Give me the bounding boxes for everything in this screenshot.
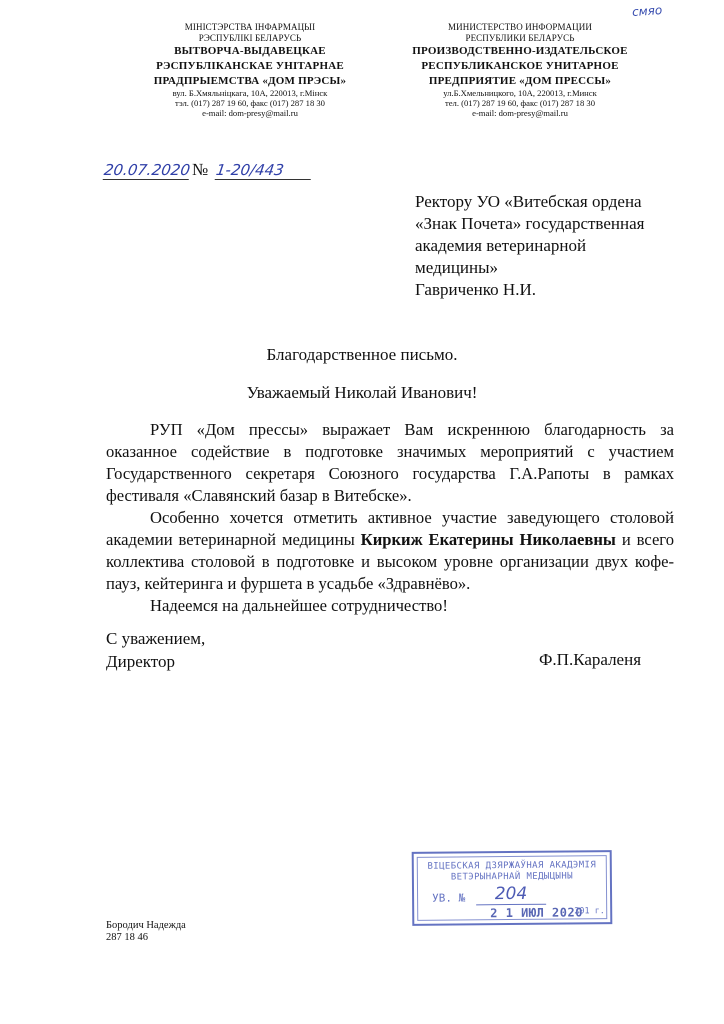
org-name-line: РЕСПУБЛИКАНСКОЕ УНИТАРНОЕ <box>421 60 619 73</box>
reference-number-label: № <box>192 160 209 179</box>
letter-greeting: Уважаемый Николай Иванович! <box>246 383 478 402</box>
body-paragraph: Надеемся на дальнейшее сотрудничество! <box>150 596 448 615</box>
executor-phone: 287 18 46 <box>106 932 148 943</box>
signer-position: Директор <box>106 652 175 671</box>
org-name-line: ВЫТВОРЧА-ВЫДАВЕЦКАЕ <box>174 45 326 58</box>
org-address: ул.Б.Хмельницкого, 10А, 220013, г.Минск <box>443 88 597 99</box>
signer-name: Ф.П.Караленя <box>539 650 642 669</box>
letterhead-belarusian <box>120 22 380 119</box>
ministry-name: МІНІСТЭРСТВА ІНФАРМАЦЫІ <box>184 22 316 32</box>
addressee-line: «Знак Почета» государственная <box>415 214 645 233</box>
ministry-name: МИНИСТЕРСТВО ИНФОРМАЦИИ <box>448 22 592 32</box>
stamp-date: 2 1 ИЮЛ 2020 <box>490 905 583 921</box>
letter-title: Благодарственное письмо. <box>266 345 458 364</box>
org-name-line: ПРОИЗВОДСТВЕННО-ИЗДАТЕЛЬСКОЕ <box>412 45 628 58</box>
org-email: e-mail: dom-presy@mail.ru <box>472 108 568 119</box>
closing-block <box>106 627 205 673</box>
addressee-line: медицины» <box>415 258 499 277</box>
body-paragraph: РУП «Дом прессы» выражает Вам искреннюю благодарность за оказанное содействие в подготовке значимых мероприятий с участием Государственного секретаря Союзного государства Г.А.Рапоты в рамках фестиваля «Славянский базар в Витебске». <box>106 420 674 505</box>
addressee-line: академия ветеринарной <box>415 236 587 255</box>
corner-handwritten-note: смяо <box>631 2 663 20</box>
closing-regards: С уважением, <box>106 629 206 648</box>
letter-body <box>106 419 674 617</box>
body-paragraph: Особенно хочется отметить активное участие заведующего столовой академии ветеринарной медицины Киркиж Екатерины Николаевны и всего коллектива столовой в подготовке и высоком уровне организации двух кофе-пауз, кейтеринга и фуршета в усадьбе «Здравнёво». <box>106 508 675 593</box>
ministry-country: РЭСПУБЛІКІ БЕЛАРУСЬ <box>198 32 302 43</box>
stamp-reg-number: 204 <box>476 884 546 906</box>
org-address: вул. Б.Хмяльніцкага, 10А, 220013, г.Мінск <box>172 88 328 99</box>
outgoing-reference <box>104 156 312 180</box>
stamp-reg-label: УВ. № <box>432 891 466 905</box>
org-phone: тэл. (017) 287 19 60, факс (017) 287 18 30 <box>175 98 325 109</box>
org-name-line: ПРАДПРЫЕМСТВА «ДОМ ПРЭСЫ» <box>153 75 347 88</box>
reference-date: 20.07.2020 <box>102 161 192 179</box>
highlighted-person-name: Киркиж Екатерины Николаевны <box>360 530 616 549</box>
stamp-year-suffix: 201 г. <box>574 906 605 917</box>
executor-info <box>106 920 186 944</box>
stamp-org-line: ВІЦЕБСКАЯ ДЗЯРЖАЎНАЯ АКАДЭМІЯ <box>427 860 597 872</box>
org-name-line: ПРЕДПРИЯТИЕ «ДОМ ПРЕССЫ» <box>428 75 612 88</box>
stamp-org-line: ВЕТЭРЫНАРНАЙ МЕДЫЦЫНЫ <box>450 871 574 883</box>
addressee-line: Гавриченко Н.И. <box>415 280 536 299</box>
reference-number: 1-20/443 <box>215 161 314 180</box>
org-name-line: РЭСПУБЛІКАНСКАЕ УНІТАРНАЕ <box>156 60 344 73</box>
ministry-country: РЕСПУБЛИКИ БЕЛАРУСЬ <box>465 32 575 43</box>
org-phone: тел. (017) 287 19 60, факс (017) 287 18 30 <box>444 98 596 109</box>
executor-name: Бородич Надежда <box>106 920 186 931</box>
letterhead-russian <box>390 22 650 119</box>
addressee-block <box>415 191 695 301</box>
org-email: e-mail: dom-presy@mail.ru <box>202 108 298 119</box>
addressee-line: Ректору УО «Витебская ордена <box>415 192 642 211</box>
registration-stamp <box>412 850 613 926</box>
